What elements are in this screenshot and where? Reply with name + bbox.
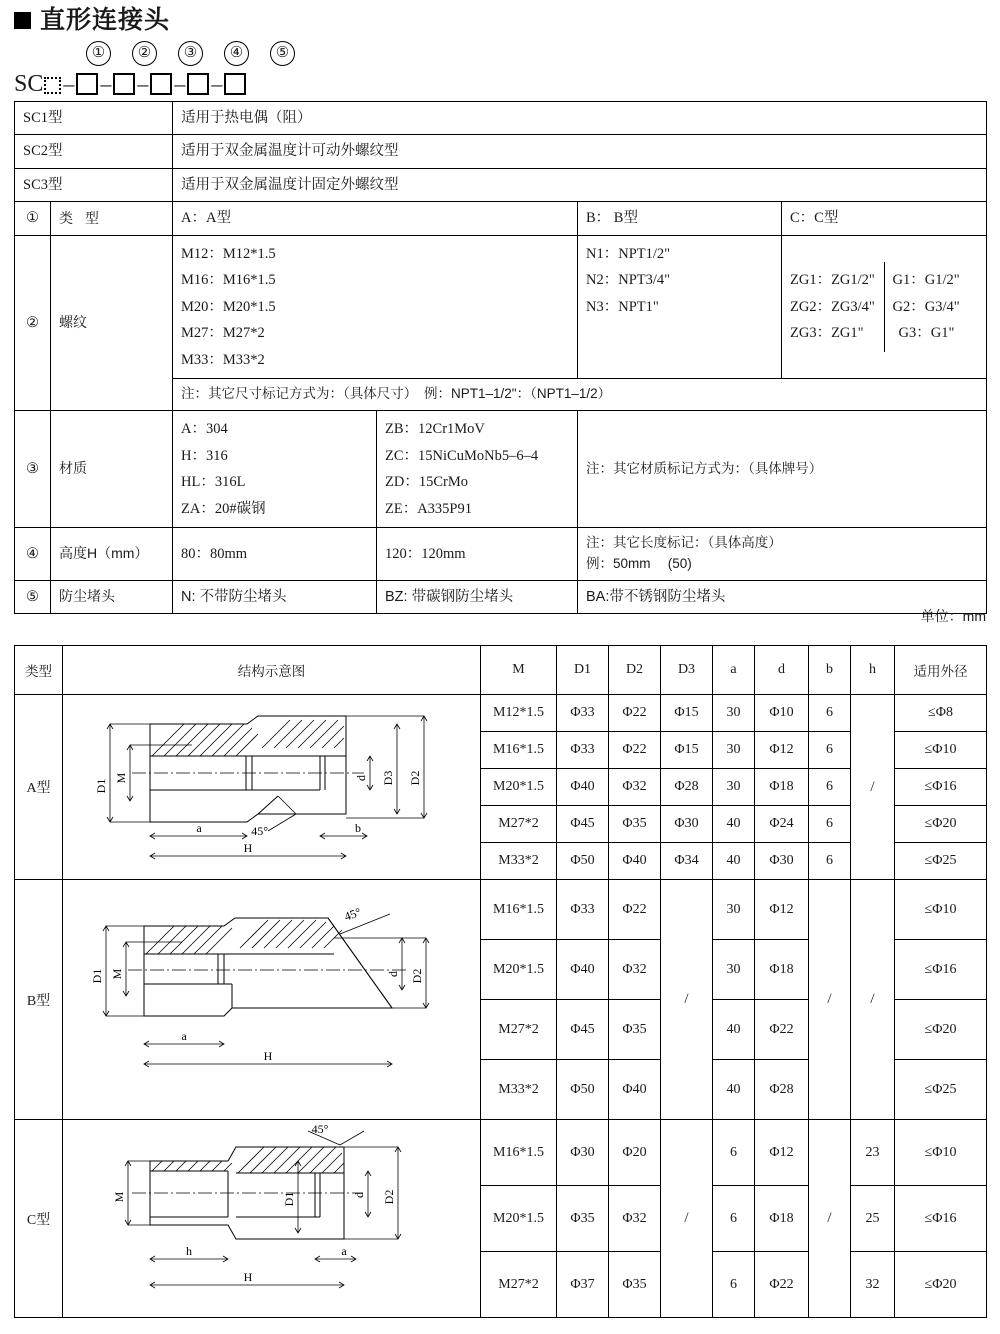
col-header-a: a <box>713 646 755 695</box>
code-dash-2: – <box>100 71 112 96</box>
svg-text:D2: D2 <box>381 1189 396 1204</box>
code-box-3 <box>150 73 172 95</box>
cell-a: 30 <box>713 769 755 806</box>
col-header-type: 类型 <box>15 646 63 695</box>
item3-col-a <box>173 411 377 528</box>
thread-option: ZG3：ZG1" <box>790 325 864 342</box>
svg-text:45°: 45° <box>341 904 363 924</box>
material-option: A：304 <box>181 421 228 438</box>
cell-m: M27*2 <box>481 1252 557 1318</box>
thread-option: ZG2：ZG3/4" <box>790 298 875 315</box>
cell-b-merged: / <box>809 880 851 1120</box>
group-type-b: B型 <box>15 880 63 1120</box>
item2-col-a <box>173 235 578 378</box>
page-title-text: 直形连接头 <box>40 6 171 34</box>
item1-name: 类 型 <box>51 202 173 235</box>
table-row-item1 <box>15 202 987 235</box>
cell-a: 6 <box>713 1186 755 1252</box>
cell-d2: Φ35 <box>609 1252 661 1318</box>
circled-number-4: ④ <box>224 41 249 66</box>
code-box-2 <box>113 73 135 95</box>
group-type-c: C型 <box>15 1120 63 1318</box>
cell-m: M27*2 <box>481 806 557 843</box>
thread-option: M27：M27*2 <box>181 325 265 342</box>
figure-a-type <box>63 695 481 880</box>
cell-d1: Φ33 <box>557 732 609 769</box>
table-row-item5 <box>15 580 987 613</box>
cell-b: 6 <box>809 732 851 769</box>
table-row <box>15 1120 987 1186</box>
code-box-1 <box>76 73 98 95</box>
cell-outer-diameter: ≤Φ25 <box>895 843 987 880</box>
group-type-a: A型 <box>15 695 63 880</box>
circled-number-row <box>86 40 414 66</box>
cell-d3: Φ34 <box>661 843 713 880</box>
figure-b-type <box>63 880 481 1120</box>
cell-h: 23 <box>851 1120 895 1186</box>
model-code-diagram <box>14 40 414 99</box>
cell-a: 6 <box>713 1120 755 1186</box>
item4-index: ④ <box>15 528 51 581</box>
thread-option: M33：M33*2 <box>181 351 265 368</box>
circled-number-5: ⑤ <box>270 41 295 66</box>
cell-d3-merged: / <box>661 1120 713 1318</box>
table-row <box>15 102 987 135</box>
dimension-table-header <box>15 646 987 695</box>
item2-note: 注：其它尺寸标记方式为：（具体尺寸） 例：NPT1–1/2"：（NPT1–1/2） <box>173 379 987 411</box>
item2-col-b <box>578 235 782 378</box>
cell-d: Φ30 <box>755 843 809 880</box>
svg-text:D2: D2 <box>409 968 424 983</box>
model-code-prefix: SC <box>14 71 44 97</box>
material-option: HL：316L <box>181 474 246 491</box>
col-header-m: M <box>481 646 557 695</box>
unit-note: 单位：mm <box>920 608 986 624</box>
svg-text:a: a <box>195 821 202 835</box>
item2-index: ② <box>15 235 51 410</box>
cell-d3: Φ15 <box>661 695 713 732</box>
cell-a: 30 <box>713 880 755 940</box>
svg-text:H: H <box>263 1048 272 1063</box>
svg-text:45°: 45° <box>250 824 268 838</box>
cell-m: M16*1.5 <box>481 880 557 940</box>
thread-option: N1：NPT1/2" <box>586 245 671 262</box>
thread-option: M20：M20*1.5 <box>181 298 276 315</box>
cell-d1: Φ37 <box>557 1252 609 1318</box>
svg-text:M: M <box>113 772 128 784</box>
cell-outer-diameter: ≤Φ20 <box>895 806 987 843</box>
a-type-section-drawing <box>63 696 480 878</box>
material-option: ZA：20#碳钢 <box>181 500 266 517</box>
item5-index: ⑤ <box>15 580 51 613</box>
item2-name: 螺纹 <box>51 235 173 410</box>
item4-option-a: 80：80mm <box>173 528 377 581</box>
item4-name: 高度H（mm） <box>51 528 173 581</box>
cell-d1: Φ40 <box>557 940 609 1000</box>
cell-m: M33*2 <box>481 1060 557 1120</box>
material-option: ZD：15CrMo <box>385 474 468 491</box>
svg-text:D1: D1 <box>93 778 108 794</box>
cell-a: 40 <box>713 1060 755 1120</box>
cell-outer-diameter: ≤Φ10 <box>895 880 987 940</box>
cell-outer-diameter: ≤Φ10 <box>895 732 987 769</box>
circled-number-2: ② <box>132 41 157 66</box>
item4-note-line2: 例：50mm (50) <box>586 555 692 571</box>
cell-d1: Φ35 <box>557 1186 609 1252</box>
item4-note-line1: 注：其它长度标记：（具体高度） <box>586 535 782 551</box>
code-box-dotted <box>44 77 61 94</box>
item5-option-a: N: 不带防尘堵头 <box>173 580 377 613</box>
cell-a: 30 <box>713 940 755 1000</box>
cell-d2: Φ35 <box>609 806 661 843</box>
cell-d: Φ22 <box>755 1000 809 1060</box>
table-row <box>15 695 987 732</box>
specification-table <box>14 101 987 614</box>
cell-d2: Φ40 <box>609 1060 661 1120</box>
thread-option: N3：NPT1" <box>586 298 659 315</box>
thread-option: G2：G3/4" <box>892 298 960 315</box>
item1-index: ① <box>15 202 51 235</box>
table-row-item4 <box>15 528 987 581</box>
bullet-square-icon <box>14 12 31 29</box>
svg-text:D1: D1 <box>281 1191 296 1206</box>
cell-d: Φ10 <box>755 695 809 732</box>
thread-option: M16：M16*1.5 <box>181 272 276 289</box>
col-header-d1: D1 <box>557 646 609 695</box>
cell-d3-merged: / <box>661 880 713 1120</box>
item5-name: 防尘堵头 <box>51 580 173 613</box>
svg-text:d: d <box>351 1191 366 1198</box>
svg-text:H: H <box>243 1269 252 1284</box>
cell-d1: Φ50 <box>557 843 609 880</box>
item1-option-c: C：C型 <box>782 202 987 235</box>
item3-note: 注：其它材质标记方式为：（具体牌号） <box>578 411 987 528</box>
col-header-d2: D2 <box>609 646 661 695</box>
cell-d2: Φ20 <box>609 1120 661 1186</box>
cell-d: Φ12 <box>755 880 809 940</box>
cell-m: M16*1.5 <box>481 1120 557 1186</box>
svg-text:M: M <box>109 968 124 979</box>
cell-d: Φ24 <box>755 806 809 843</box>
circled-number-3: ③ <box>178 41 203 66</box>
cell-outer-diameter: ≤Φ20 <box>895 1252 987 1318</box>
cell-h: 25 <box>851 1186 895 1252</box>
cell-a: 30 <box>713 732 755 769</box>
item1-option-a: A：A型 <box>173 202 578 235</box>
item1-option-b: B： B型 <box>578 202 782 235</box>
svg-text:M: M <box>111 1191 126 1202</box>
cell-outer-diameter: ≤Φ16 <box>895 1186 987 1252</box>
col-header-d3: D3 <box>661 646 713 695</box>
cell-a: 6 <box>713 1252 755 1318</box>
thread-option: ZG1：ZG1/2" <box>790 272 875 289</box>
sc3-model: SC3型 <box>15 168 173 201</box>
svg-text:a: a <box>340 1243 347 1258</box>
cell-a: 30 <box>713 695 755 732</box>
cell-h-merged: / <box>851 695 895 880</box>
circled-number-1: ① <box>86 41 111 66</box>
cell-d1: Φ33 <box>557 880 609 940</box>
table-row <box>15 168 987 201</box>
svg-text:a: a <box>180 1028 187 1043</box>
cell-a: 40 <box>713 806 755 843</box>
cell-d3: Φ30 <box>661 806 713 843</box>
table-row-item3 <box>15 411 987 528</box>
item2-col-d <box>884 262 986 351</box>
col-header-b: b <box>809 646 851 695</box>
code-box-4 <box>187 73 209 95</box>
cell-d2: Φ35 <box>609 1000 661 1060</box>
cell-d: Φ12 <box>755 1120 809 1186</box>
cell-d1: Φ30 <box>557 1120 609 1186</box>
cell-m: M20*1.5 <box>481 769 557 806</box>
cell-h: 32 <box>851 1252 895 1318</box>
cell-b-merged: / <box>809 1120 851 1318</box>
col-header-outer-diameter: 适用外径 <box>895 646 987 695</box>
sc2-model: SC2型 <box>15 135 173 168</box>
sc1-model: SC1型 <box>15 102 173 135</box>
page-title <box>14 8 170 33</box>
cell-d1: Φ45 <box>557 1000 609 1060</box>
item5-option-c: BA:带不锈钢防尘堵头 <box>578 580 987 613</box>
svg-text:D1: D1 <box>89 968 104 983</box>
col-header-h: h <box>851 646 895 695</box>
material-option: H：316 <box>181 447 228 464</box>
cell-h-merged: / <box>851 880 895 1120</box>
cell-outer-diameter: ≤Φ10 <box>895 1120 987 1186</box>
item4-option-b: 120：120mm <box>377 528 578 581</box>
cell-d: Φ18 <box>755 940 809 1000</box>
svg-text:d: d <box>353 775 368 781</box>
c-type-section-drawing <box>63 1121 480 1317</box>
item2-col-cd <box>782 235 987 378</box>
material-option: ZB：12Cr1MoV <box>385 421 485 438</box>
item5-option-b: BZ: 带碳钢防尘堵头 <box>377 580 578 613</box>
cell-d2: Φ22 <box>609 880 661 940</box>
cell-d: Φ22 <box>755 1252 809 1318</box>
cell-d3: Φ28 <box>661 769 713 806</box>
thread-option: M12：M12*1.5 <box>181 245 276 262</box>
item3-col-b <box>377 411 578 528</box>
svg-text:D2: D2 <box>407 770 422 786</box>
cell-d1: Φ40 <box>557 769 609 806</box>
cell-d2: Φ32 <box>609 940 661 1000</box>
cell-d1: Φ33 <box>557 695 609 732</box>
col-header-d: d <box>755 646 809 695</box>
cell-m: M20*1.5 <box>481 940 557 1000</box>
cell-d: Φ28 <box>755 1060 809 1120</box>
cell-d2: Φ40 <box>609 843 661 880</box>
sc1-desc: 适用于热电偶（阻） <box>173 102 987 135</box>
dimension-table <box>14 645 987 1318</box>
svg-text:h: h <box>185 1243 192 1258</box>
svg-text:d: d <box>385 970 400 977</box>
cell-d2: Φ22 <box>609 695 661 732</box>
cell-m: M16*1.5 <box>481 732 557 769</box>
cell-d2: Φ22 <box>609 732 661 769</box>
table-row-item2 <box>15 235 987 378</box>
table-row <box>15 135 987 168</box>
b-type-section-drawing <box>63 886 480 1114</box>
cell-m: M27*2 <box>481 1000 557 1060</box>
figure-c-type <box>63 1120 481 1318</box>
cell-d: Φ12 <box>755 732 809 769</box>
cell-outer-diameter: ≤Φ16 <box>895 769 987 806</box>
cell-b: 6 <box>809 769 851 806</box>
cell-d1: Φ45 <box>557 806 609 843</box>
model-code-row <box>14 69 414 99</box>
thread-option: G3：G1" <box>898 325 955 342</box>
cell-outer-diameter: ≤Φ16 <box>895 940 987 1000</box>
cell-d1: Φ50 <box>557 1060 609 1120</box>
cell-m: M20*1.5 <box>481 1186 557 1252</box>
code-dash-4: – <box>174 71 186 96</box>
cell-outer-diameter: ≤Φ20 <box>895 1000 987 1060</box>
cell-d: Φ18 <box>755 1186 809 1252</box>
cell-d: Φ18 <box>755 769 809 806</box>
cell-a: 40 <box>713 843 755 880</box>
cell-d2: Φ32 <box>609 769 661 806</box>
svg-text:D3: D3 <box>380 770 395 786</box>
sc3-desc: 适用于双金属温度计固定外螺纹型 <box>173 168 987 201</box>
cell-b: 6 <box>809 695 851 732</box>
thread-option: G1：G1/2" <box>892 272 960 289</box>
code-box-5 <box>224 73 246 95</box>
cell-outer-diameter: ≤Φ8 <box>895 695 987 732</box>
item3-name: 材质 <box>51 411 173 528</box>
material-option: ZC：15NiCuMoNb5–6–4 <box>385 447 539 464</box>
item3-index: ③ <box>15 411 51 528</box>
cell-d3: Φ15 <box>661 732 713 769</box>
table-row <box>15 880 987 940</box>
svg-text:H: H <box>243 841 252 855</box>
material-option: ZE：A335P91 <box>385 500 472 517</box>
item4-note <box>578 528 987 581</box>
code-dash-1: – <box>63 71 75 96</box>
code-dash-5: – <box>211 71 223 96</box>
code-dash-3: – <box>137 71 149 96</box>
cell-b: 6 <box>809 843 851 880</box>
cell-d2: Φ32 <box>609 1186 661 1252</box>
cell-a: 40 <box>713 1000 755 1060</box>
cell-b: 6 <box>809 806 851 843</box>
svg-text:45°: 45° <box>311 1121 328 1136</box>
cell-outer-diameter: ≤Φ25 <box>895 1060 987 1120</box>
col-header-figure: 结构示意图 <box>63 646 481 695</box>
svg-text:b: b <box>354 821 361 835</box>
cell-m: M33*2 <box>481 843 557 880</box>
sc2-desc: 适用于双金属温度计可动外螺纹型 <box>173 135 987 168</box>
cell-m: M12*1.5 <box>481 695 557 732</box>
thread-option: N2：NPT3/4" <box>586 272 671 289</box>
item2-col-c <box>782 262 884 351</box>
